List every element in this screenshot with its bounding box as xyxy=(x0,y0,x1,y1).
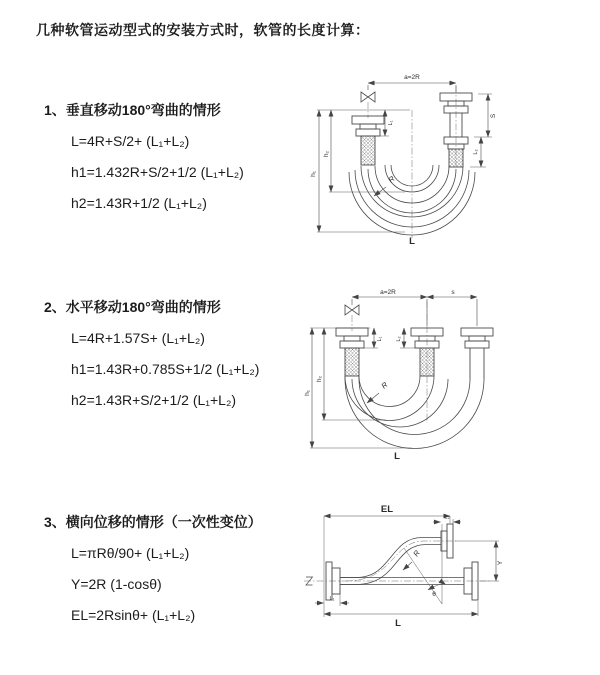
centerlines xyxy=(368,86,456,238)
section-horizontal-180 xyxy=(44,297,324,416)
formula-line: L=4R+S/2+ (L₁+L₂) xyxy=(71,133,190,149)
hose-arcs xyxy=(345,376,484,449)
centerlines xyxy=(352,301,427,423)
diagram-vertical-180-canvas xyxy=(305,66,600,266)
section-lateral-displacement xyxy=(44,512,324,631)
dim-label-r: R xyxy=(386,174,397,185)
dim-label-l-total: L xyxy=(395,618,401,629)
dim-label-h1: h₁ xyxy=(310,171,317,177)
formula-line: h1=1.43R+0.785S+1/2 (L₁+L₂) xyxy=(71,361,260,377)
diagram-lateral-canvas xyxy=(296,496,596,631)
dim-label-r: R xyxy=(379,380,390,391)
formula-line: L=πRθ/90+ (L₁+L₂) xyxy=(71,545,190,561)
section-heading: 1、垂直移动180°弯曲的情形 xyxy=(44,102,221,118)
dimension-lines xyxy=(310,297,477,448)
section-vertical-180 xyxy=(44,100,324,219)
dim-label-a2r: a=2R xyxy=(380,289,396,296)
page-title: 几种软管运动型式的安装方式时，软管的长度计算： xyxy=(36,22,370,38)
dim-label-h2: h₂ xyxy=(316,375,323,383)
section-heading: 2、水平移动180°弯曲的情形 xyxy=(44,299,221,315)
construction-lines xyxy=(404,524,446,604)
dim-label-l2: L₂ xyxy=(444,514,450,521)
dim-label-l1: L₁ xyxy=(388,120,394,126)
diagram-horizontal-180 xyxy=(300,283,600,468)
dim-label-r: R xyxy=(411,548,422,559)
dim-label-theta: θ xyxy=(432,591,436,598)
dim-label-l-total: L xyxy=(409,236,415,247)
dim-label-l-total: L xyxy=(394,451,400,462)
dim-label-h1: h₁ xyxy=(304,390,311,396)
formula-line: Y=2R (1-cosθ) xyxy=(71,576,162,592)
dim-label-l2: L₂ xyxy=(396,336,402,342)
hose-walls xyxy=(340,538,464,585)
section-heading: 3、横向位移的情形（一次性变位） xyxy=(44,514,262,530)
dim-label-l1: L₁ xyxy=(377,336,383,342)
dim-label-h2: h₂ xyxy=(323,150,330,158)
valve-icon xyxy=(345,305,359,315)
dim-label-l2: L₂ xyxy=(473,149,479,155)
flanges xyxy=(326,524,478,600)
pipe-fittings xyxy=(352,93,472,167)
diagram-vertical-180 xyxy=(305,66,600,266)
diagram-horizontal-180-canvas xyxy=(300,283,600,468)
formula-line: L=4R+1.57S+ (L₁+L₂) xyxy=(71,330,205,346)
formula-line: EL=2Rsinθ+ (L₁+L₂) xyxy=(71,607,196,623)
pipe-fittings xyxy=(336,328,493,379)
dim-label-a2r: a=2R xyxy=(404,74,420,81)
dim-label-el: EL xyxy=(380,504,394,515)
formula-line: h2=1.43R+S/2+1/2 (L₁+L₂) xyxy=(71,392,237,408)
valve-icon xyxy=(361,92,375,102)
dim-label-y: Y xyxy=(497,560,504,566)
formula-line: h1=1.432R+S/2+1/2 (L₁+L₂) xyxy=(71,164,244,180)
dimension-lines xyxy=(315,516,499,617)
diagram-lateral-displacement xyxy=(296,496,596,631)
dim-label-l1: L₁ xyxy=(329,596,335,602)
formula-line: h2=1.43R+1/2 (L₁+L₂) xyxy=(71,195,207,211)
dim-label-s: S xyxy=(490,113,497,119)
dimension-lines xyxy=(317,83,492,232)
dim-label-s: s xyxy=(451,289,455,296)
